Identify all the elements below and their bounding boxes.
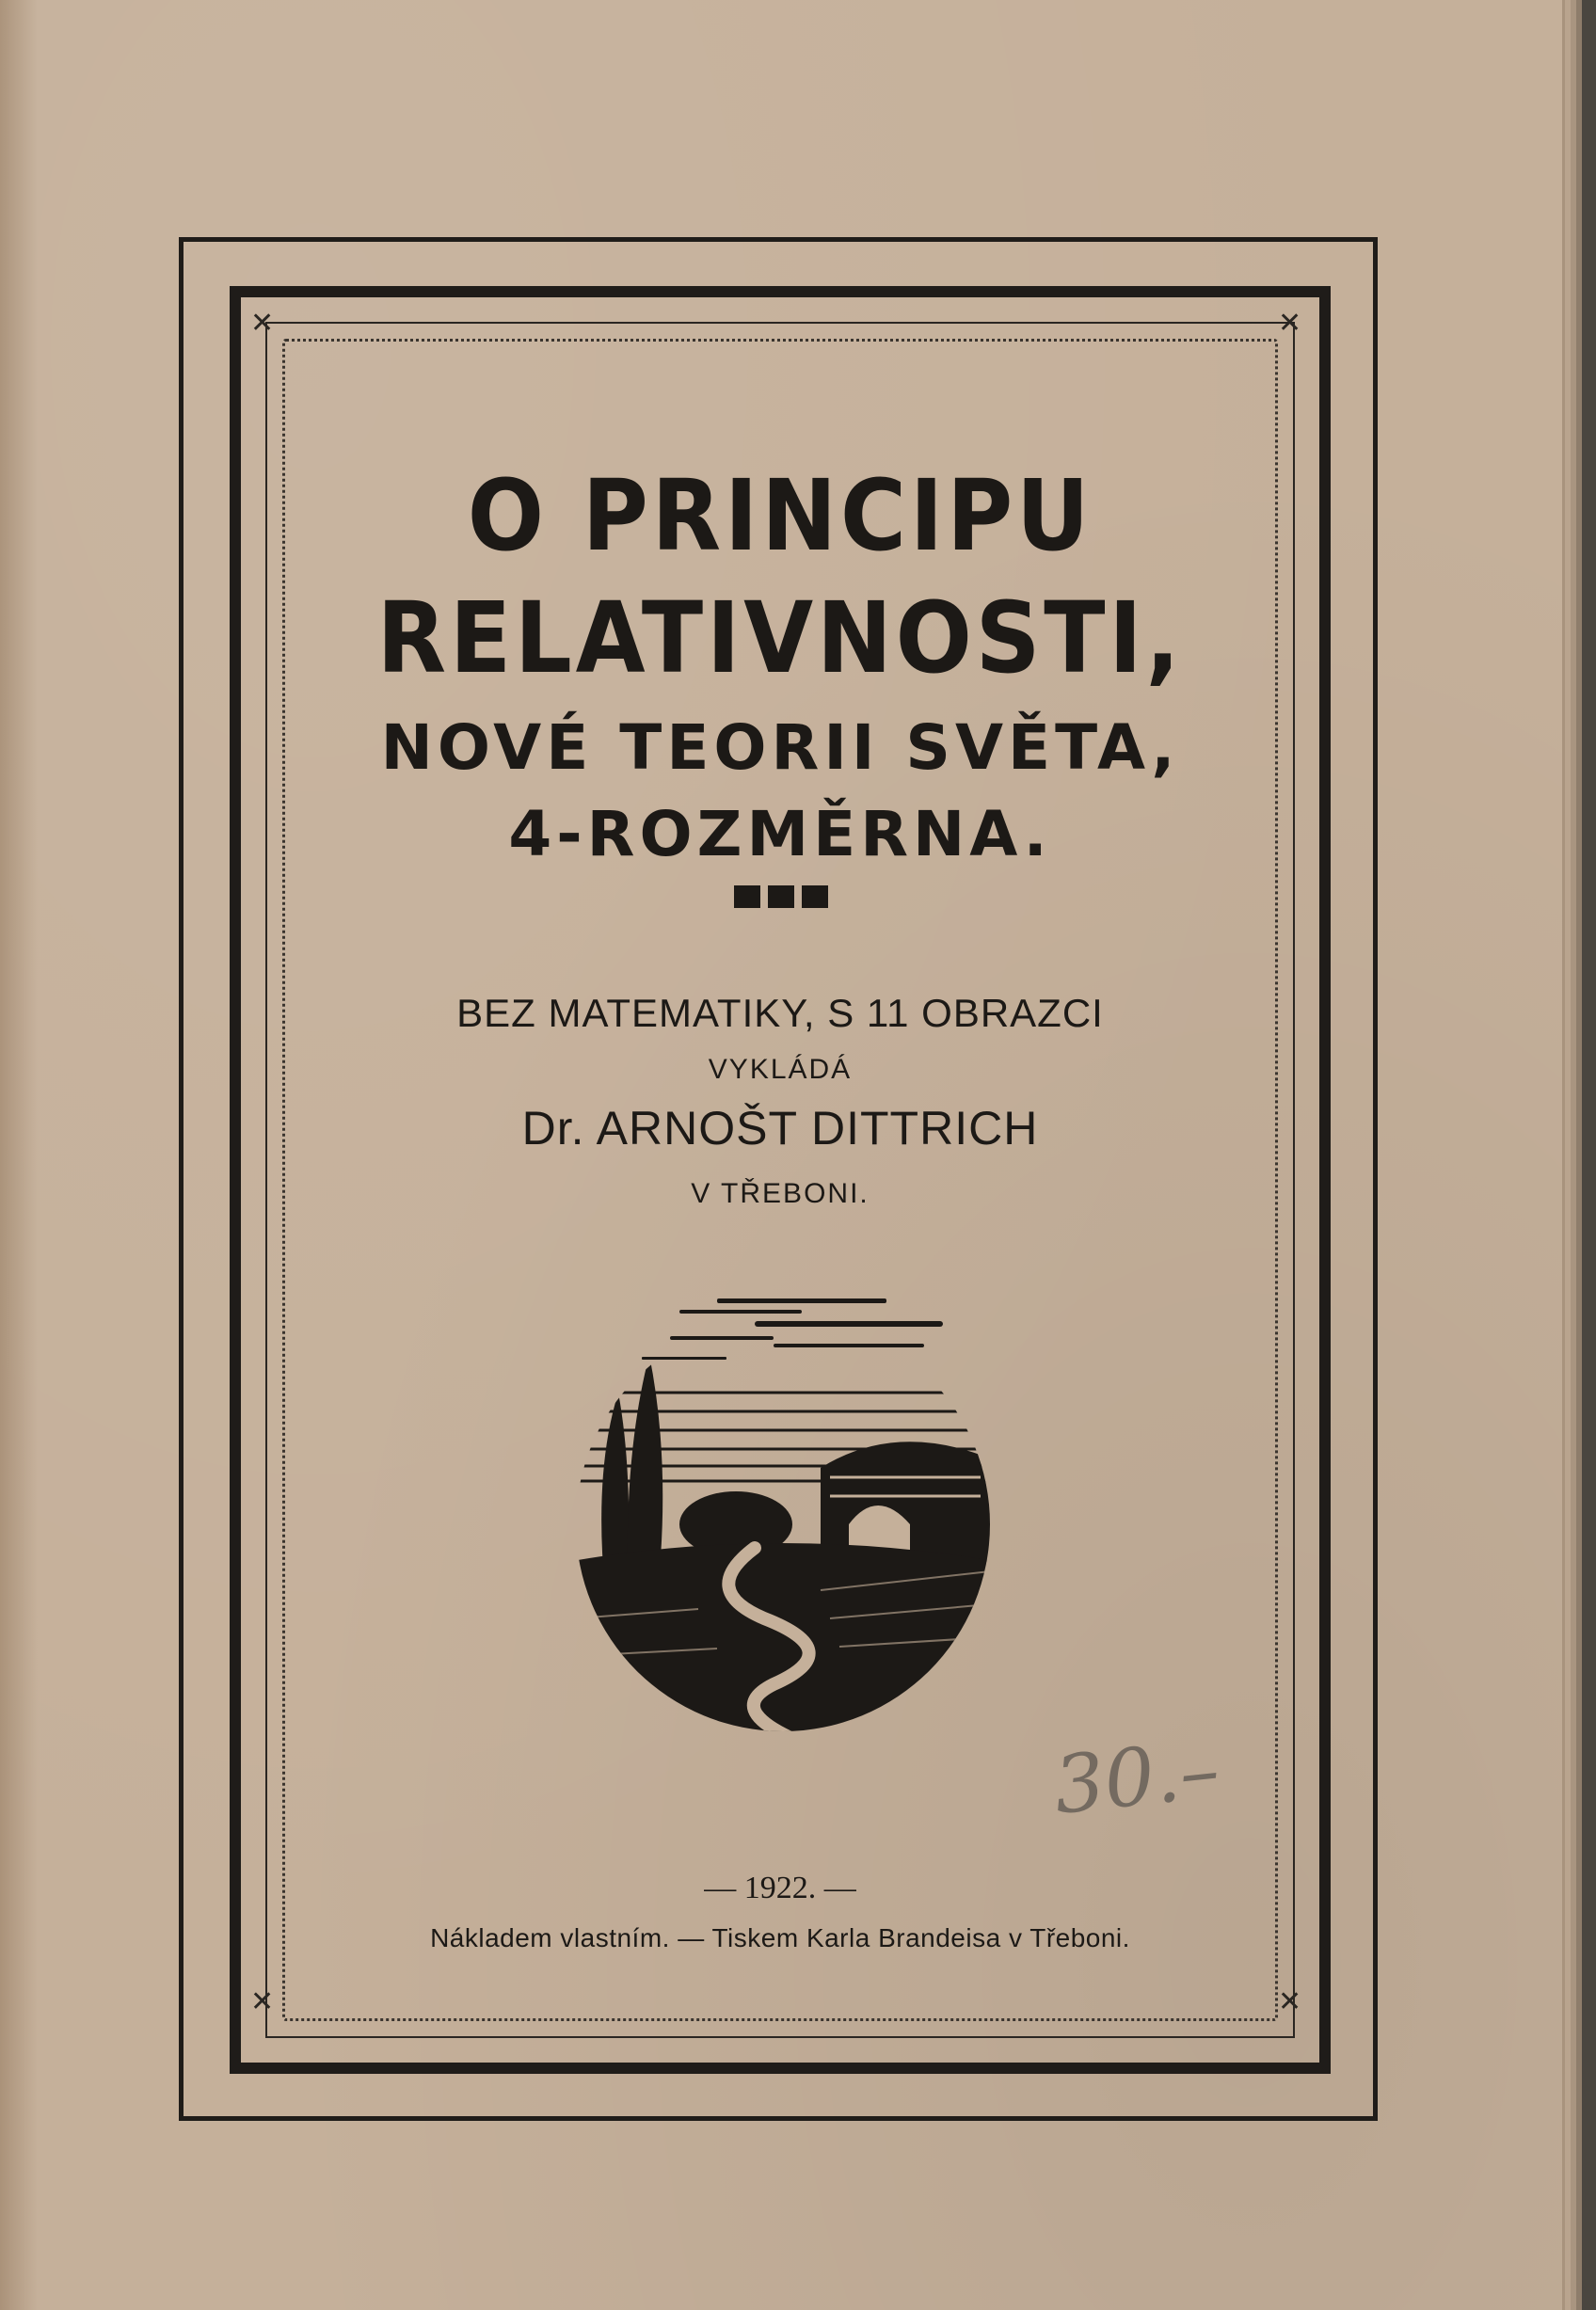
explained-by: VYKLÁDÁ	[708, 1054, 853, 1085]
paper-stain	[0, 0, 38, 2310]
title-divider	[734, 885, 828, 908]
corner-ornament-bottom-right-icon: ✕	[1278, 1985, 1302, 2018]
author-name: Dr. ARNOŠT DITTRICH	[521, 1102, 1039, 1155]
corner-ornament-top-right-icon: ✕	[1278, 307, 1302, 340]
corner-ornament-top-left-icon: ✕	[250, 307, 275, 340]
title-line-1: O PRINCIPU	[467, 458, 1093, 573]
author-place: V TŘEBONI.	[691, 1178, 870, 1209]
title-line-3: NOVÉ TEORII SVĚTA,	[380, 711, 1180, 784]
landscape-vignette-icon	[538, 1280, 1028, 1750]
publication-year: — 1922. —	[704, 1871, 856, 1905]
title-line-4: 4-ROZMĚRNA.	[508, 798, 1052, 870]
title-line-2: RELATIVNOSTI,	[376, 581, 1184, 695]
corner-ornament-bottom-left-icon: ✕	[250, 1985, 275, 2018]
publisher-line: Nákladem vlastním. — Tiskem Karla Brandeisa v Třeboni.	[430, 1923, 1130, 1952]
subtitle: BEZ MATEMATIKY, S 11 OBRAZCI	[456, 991, 1104, 1035]
handwritten-price: 30.–	[1049, 1723, 1224, 1832]
